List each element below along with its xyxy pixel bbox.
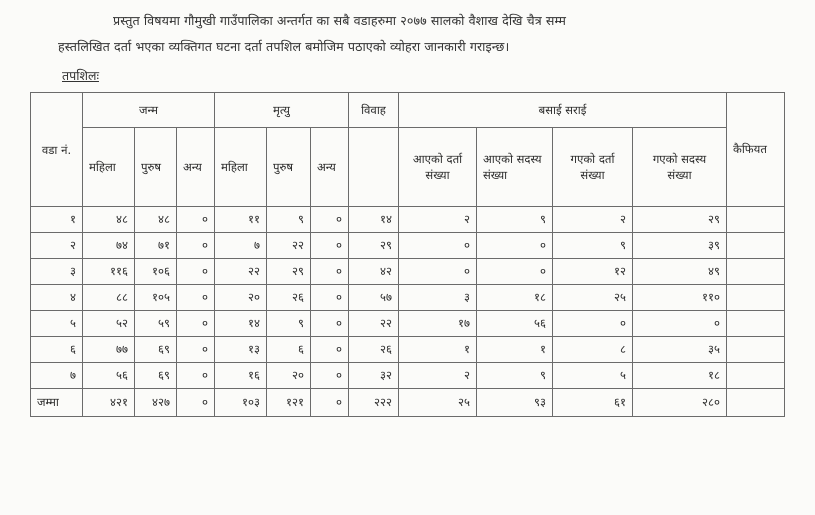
intro-line-2: हस्तलिखित दर्ता भएका व्यक्तिगत घटना दर्ता तपशिल बमोजिम पठाएको व्योहरा जानकारी गराइन्छ। bbox=[58, 39, 510, 54]
remarks-cell bbox=[727, 363, 785, 389]
death-male-cell: ९ bbox=[267, 311, 311, 337]
migration-group-header: बसाई सराई bbox=[399, 93, 727, 128]
birth-male-cell: ५९ bbox=[135, 311, 177, 337]
death-male-header: पुरुष bbox=[267, 128, 311, 207]
ward-number-cell: ४ bbox=[31, 285, 83, 311]
in-members-cell: ९ bbox=[477, 207, 553, 233]
event-registration-table bbox=[30, 92, 785, 417]
death-female-total-cell: १०३ bbox=[215, 389, 267, 417]
marriage-count-total-cell: २२२ bbox=[349, 389, 399, 417]
birth-other-total-cell: ० bbox=[177, 389, 215, 417]
table-row bbox=[31, 259, 785, 285]
death-male-cell: २० bbox=[267, 363, 311, 389]
marriage-count-cell: २२ bbox=[349, 311, 399, 337]
death-male-cell: २९ bbox=[267, 259, 311, 285]
table-row bbox=[31, 285, 785, 311]
out-members-cell: ० bbox=[633, 311, 727, 337]
in-members-cell: ५६ bbox=[477, 311, 553, 337]
death-male-total-cell: १२१ bbox=[267, 389, 311, 417]
in-members-header: आएको सदस्य संख्या bbox=[477, 128, 553, 207]
in-registrations-cell: १ bbox=[399, 337, 477, 363]
death-female-cell: २२ bbox=[215, 259, 267, 285]
remarks-total-cell bbox=[727, 389, 785, 417]
death-other-cell: ० bbox=[311, 337, 349, 363]
birth-male-cell: १०६ bbox=[135, 259, 177, 285]
remarks-cell bbox=[727, 233, 785, 259]
in-members-cell: १ bbox=[477, 337, 553, 363]
in-registrations-cell: ३ bbox=[399, 285, 477, 311]
in-registrations-cell: ० bbox=[399, 259, 477, 285]
ward-number-cell: ७ bbox=[31, 363, 83, 389]
header-row-columns bbox=[31, 128, 785, 207]
birth-female-total-cell: ४२१ bbox=[83, 389, 135, 417]
birth-female-cell: ५६ bbox=[83, 363, 135, 389]
death-female-cell: २० bbox=[215, 285, 267, 311]
birth-other-cell: ० bbox=[177, 259, 215, 285]
birth-other-cell: ० bbox=[177, 311, 215, 337]
header-row-groups bbox=[31, 93, 785, 128]
out-registrations-cell: ८ bbox=[553, 337, 633, 363]
death-male-cell: २६ bbox=[267, 285, 311, 311]
out-members-cell: ४९ bbox=[633, 259, 727, 285]
birth-male-cell: १०५ bbox=[135, 285, 177, 311]
birth-male-cell: ४८ bbox=[135, 207, 177, 233]
ward-header: वडा नं. bbox=[31, 93, 83, 207]
death-group-header: मृत्यु bbox=[215, 93, 349, 128]
birth-other-cell: ० bbox=[177, 233, 215, 259]
table-row bbox=[31, 311, 785, 337]
birth-male-cell: ७१ bbox=[135, 233, 177, 259]
ward-number-cell: ५ bbox=[31, 311, 83, 337]
death-female-cell: १३ bbox=[215, 337, 267, 363]
out-registrations-cell: २५ bbox=[553, 285, 633, 311]
remarks-cell bbox=[727, 337, 785, 363]
death-male-cell: २२ bbox=[267, 233, 311, 259]
remarks-cell bbox=[727, 285, 785, 311]
death-female-cell: ११ bbox=[215, 207, 267, 233]
out-registrations-header: गएको दर्ता संख्या bbox=[553, 128, 633, 207]
birth-male-header: पुरुष bbox=[135, 128, 177, 207]
table-row bbox=[31, 363, 785, 389]
birth-other-header: अन्य bbox=[177, 128, 215, 207]
in-members-cell: ९ bbox=[477, 363, 553, 389]
death-other-cell: ० bbox=[311, 363, 349, 389]
table-row bbox=[31, 337, 785, 363]
death-other-cell: ० bbox=[311, 259, 349, 285]
out-registrations-total-cell: ६१ bbox=[553, 389, 633, 417]
out-registrations-cell: १२ bbox=[553, 259, 633, 285]
death-female-cell: १४ bbox=[215, 311, 267, 337]
in-members-cell: १८ bbox=[477, 285, 553, 311]
out-registrations-cell: ९ bbox=[553, 233, 633, 259]
intro-line-1: प्रस्तुत विषयमा गौमुखी गाउँपालिका अन्तर्गत का सबै वडाहरुमा २०७७ सालको वैशाख देखि चैत्र सम्म bbox=[113, 13, 567, 28]
in-registrations-header: आएको दर्ता संख्या bbox=[399, 128, 477, 207]
in-registrations-cell: १७ bbox=[399, 311, 477, 337]
ward-number-cell: ६ bbox=[31, 337, 83, 363]
in-registrations-cell: ० bbox=[399, 233, 477, 259]
total-row bbox=[31, 389, 785, 417]
out-members-cell: २९ bbox=[633, 207, 727, 233]
birth-group-header: जन्म bbox=[83, 93, 215, 128]
marriage-count-cell: २६ bbox=[349, 337, 399, 363]
in-members-cell: ० bbox=[477, 259, 553, 285]
marriage-count-cell: १४ bbox=[349, 207, 399, 233]
out-members-header: गएको सदस्य संख्या bbox=[633, 128, 727, 207]
remarks-cell bbox=[727, 207, 785, 233]
birth-female-cell: ५२ bbox=[83, 311, 135, 337]
out-registrations-cell: ० bbox=[553, 311, 633, 337]
death-female-header: महिला bbox=[215, 128, 267, 207]
marriage-header: विवाह bbox=[349, 93, 399, 128]
death-other-cell: ० bbox=[311, 311, 349, 337]
birth-other-cell: ० bbox=[177, 285, 215, 311]
in-registrations-total-cell: २५ bbox=[399, 389, 477, 417]
birth-other-cell: ० bbox=[177, 207, 215, 233]
marriage-count-cell: ३२ bbox=[349, 363, 399, 389]
birth-female-cell: ८८ bbox=[83, 285, 135, 311]
ward-number-cell: ३ bbox=[31, 259, 83, 285]
total-label-cell: जम्मा bbox=[31, 389, 83, 417]
remarks-header: कैफियत bbox=[727, 93, 785, 207]
marriage-count-cell: २९ bbox=[349, 233, 399, 259]
out-members-cell: ११० bbox=[633, 285, 727, 311]
table-body bbox=[31, 207, 785, 417]
out-members-total-cell: २८० bbox=[633, 389, 727, 417]
remarks-cell bbox=[727, 311, 785, 337]
ward-number-cell: १ bbox=[31, 207, 83, 233]
birth-male-total-cell: ४२७ bbox=[135, 389, 177, 417]
table-row bbox=[31, 233, 785, 259]
death-other-total-cell: ० bbox=[311, 389, 349, 417]
death-male-cell: ६ bbox=[267, 337, 311, 363]
death-male-cell: ९ bbox=[267, 207, 311, 233]
death-other-cell: ० bbox=[311, 233, 349, 259]
marriage-count-cell: ४२ bbox=[349, 259, 399, 285]
death-other-cell: ० bbox=[311, 207, 349, 233]
death-other-header: अन्य bbox=[311, 128, 349, 207]
marriage-count-cell: ५७ bbox=[349, 285, 399, 311]
out-members-cell: ३९ bbox=[633, 233, 727, 259]
in-registrations-cell: २ bbox=[399, 363, 477, 389]
out-members-cell: १८ bbox=[633, 363, 727, 389]
marriage-subheader-empty bbox=[349, 128, 399, 207]
birth-female-cell: ११६ bbox=[83, 259, 135, 285]
birth-male-cell: ६९ bbox=[135, 337, 177, 363]
in-members-total-cell: ९३ bbox=[477, 389, 553, 417]
birth-female-header: महिला bbox=[83, 128, 135, 207]
death-female-cell: १६ bbox=[215, 363, 267, 389]
birth-female-cell: ७७ bbox=[83, 337, 135, 363]
death-female-cell: ७ bbox=[215, 233, 267, 259]
birth-female-cell: ७४ bbox=[83, 233, 135, 259]
birth-female-cell: ४८ bbox=[83, 207, 135, 233]
out-registrations-cell: २ bbox=[553, 207, 633, 233]
table-row bbox=[31, 207, 785, 233]
in-members-cell: ० bbox=[477, 233, 553, 259]
birth-male-cell: ६९ bbox=[135, 363, 177, 389]
death-other-cell: ० bbox=[311, 285, 349, 311]
remarks-cell bbox=[727, 259, 785, 285]
intro-paragraph bbox=[58, 8, 798, 60]
out-members-cell: ३५ bbox=[633, 337, 727, 363]
details-label: तपशिलः bbox=[62, 68, 99, 83]
ward-number-cell: २ bbox=[31, 233, 83, 259]
in-registrations-cell: २ bbox=[399, 207, 477, 233]
birth-other-cell: ० bbox=[177, 337, 215, 363]
out-registrations-cell: ५ bbox=[553, 363, 633, 389]
birth-other-cell: ० bbox=[177, 363, 215, 389]
